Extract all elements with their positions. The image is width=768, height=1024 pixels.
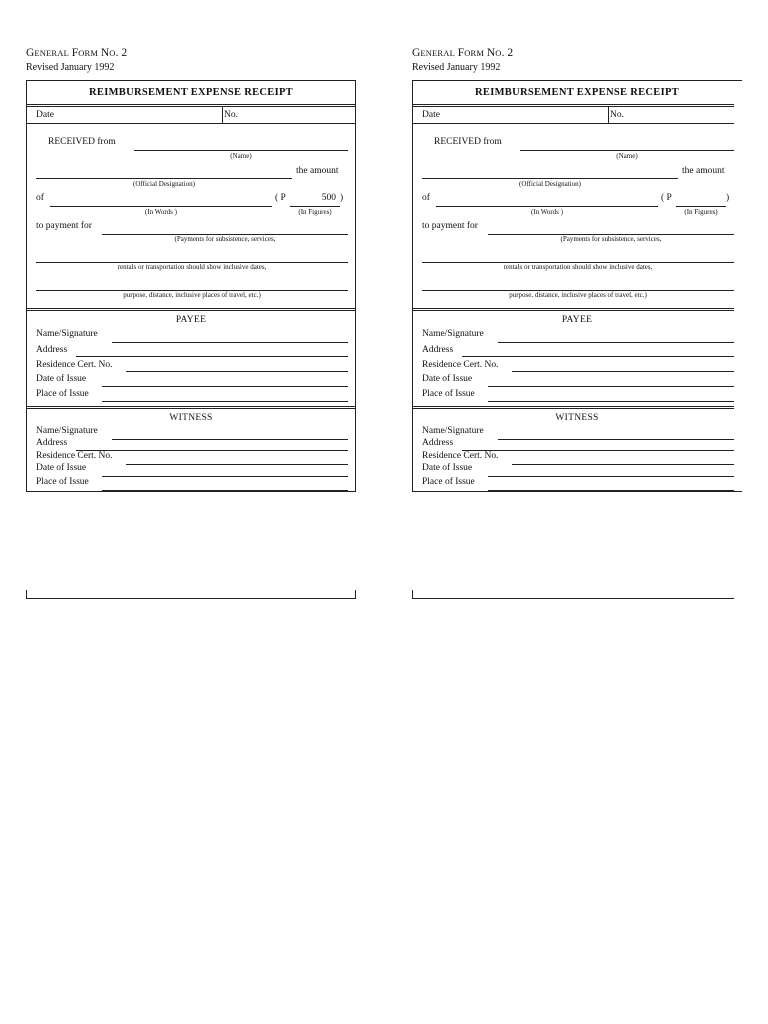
the-amount-label: the amount	[296, 166, 339, 176]
official-designation-caption: (Official Designation)	[133, 180, 195, 188]
payment-caption-1: (Payments for subsistence, services,	[174, 235, 276, 243]
amount-figure: 500	[321, 193, 336, 203]
payee-date-of-issue-line[interactable]	[102, 386, 348, 387]
witness-name-signature-line[interactable]	[112, 439, 348, 440]
date-label: Date	[422, 110, 440, 120]
bottom-bracket-line	[26, 598, 356, 599]
no-label: No.	[224, 110, 238, 120]
witness-place-of-issue-line[interactable]	[488, 490, 734, 491]
form-number-header: GENERAL FORM NO. 2	[26, 47, 128, 59]
receipt-form-right	[412, 0, 752, 620]
name-caption: (Name)	[230, 152, 252, 160]
witness-date-of-issue-label: Date of Issue	[422, 463, 473, 473]
name-line[interactable]	[520, 150, 734, 151]
amount-in-words-line[interactable]	[50, 206, 272, 207]
received-from-label: RECEIVED from	[434, 137, 502, 147]
payee-address-label: Address	[36, 345, 68, 355]
payee-residence-cert-line[interactable]	[126, 371, 348, 372]
payment-caption-3: purpose, distance, inclusive places of travel, etc.)	[509, 291, 647, 299]
bottom-bracket-line	[412, 598, 734, 599]
payment-caption-2: rentals or transportation should show inclusive dates,	[117, 263, 267, 271]
official-designation-caption: (Official Designation)	[519, 180, 581, 188]
witness-residence-cert-label: Residence Cert. No.	[422, 451, 499, 461]
in-words-caption: (In Words )	[531, 208, 563, 216]
witness-residence-cert-line[interactable]	[512, 464, 734, 465]
in-figures-caption: (In Figures)	[298, 208, 332, 216]
payee-heading: PAYEE	[175, 315, 207, 325]
witness-address-label: Address	[422, 438, 454, 448]
divider	[26, 406, 356, 409]
payee-residence-cert-line[interactable]	[512, 371, 734, 372]
divider	[26, 123, 356, 124]
divider	[412, 406, 734, 409]
payee-name-signature-label: Name/Signature	[422, 329, 484, 339]
divider	[412, 308, 734, 311]
payee-address-label: Address	[422, 345, 454, 355]
payee-name-signature-line[interactable]	[112, 342, 348, 343]
divider	[26, 308, 356, 311]
payment-caption-3: purpose, distance, inclusive places of travel, etc.)	[123, 291, 261, 299]
payee-date-of-issue-line[interactable]	[488, 386, 734, 387]
name-line[interactable]	[134, 150, 348, 151]
witness-date-of-issue-line[interactable]	[488, 476, 734, 477]
witness-residence-cert-label: Residence Cert. No.	[36, 451, 113, 461]
official-designation-line[interactable]	[36, 178, 292, 179]
payee-place-of-issue-label: Place of Issue	[422, 389, 475, 399]
divider	[608, 107, 609, 123]
in-figures-caption: (In Figures)	[684, 208, 718, 216]
amount-in-figures-line[interactable]	[290, 206, 340, 207]
of-label: of	[36, 193, 44, 203]
payee-name-signature-label: Name/Signature	[36, 329, 98, 339]
payment-caption-1: (Payments for subsistence, services,	[560, 235, 662, 243]
of-label: of	[422, 193, 430, 203]
to-payment-for-label: to payment for	[36, 221, 92, 231]
receipt-title: REIMBURSEMENT EXPENSE RECEIPT	[89, 87, 293, 98]
payee-residence-cert-label: Residence Cert. No.	[36, 360, 113, 370]
received-from-label: RECEIVED from	[48, 137, 116, 147]
no-label: No.	[610, 110, 624, 120]
name-caption: (Name)	[616, 152, 638, 160]
amount-in-words-line[interactable]	[436, 206, 658, 207]
witness-address-label: Address	[36, 438, 68, 448]
divider	[412, 123, 734, 124]
revised-date: Revised January 1992	[26, 62, 115, 73]
payee-address-line[interactable]	[76, 356, 348, 357]
payee-name-signature-line[interactable]	[498, 342, 734, 343]
in-words-caption: (In Words )	[145, 208, 177, 216]
form-number-header: GENERAL FORM NO. 2	[412, 47, 514, 59]
witness-residence-cert-line[interactable]	[126, 464, 348, 465]
revised-date: Revised January 1992	[412, 62, 501, 73]
payee-place-of-issue-line[interactable]	[102, 401, 348, 402]
witness-address-line[interactable]	[76, 450, 348, 451]
witness-name-signature-label: Name/Signature	[422, 426, 484, 436]
payee-date-of-issue-label: Date of Issue	[422, 374, 473, 384]
payee-residence-cert-label: Residence Cert. No.	[422, 360, 499, 370]
bottom-bracket-right	[355, 590, 356, 599]
payment-caption-2: rentals or transportation should show inclusive dates,	[503, 263, 653, 271]
witness-heading: WITNESS	[169, 413, 213, 423]
to-payment-for-label: to payment for	[422, 221, 478, 231]
the-amount-label: the amount	[682, 166, 725, 176]
witness-name-signature-label: Name/Signature	[36, 426, 98, 436]
divider	[222, 107, 223, 123]
official-designation-line[interactable]	[422, 178, 678, 179]
amount-in-figures-line[interactable]	[676, 206, 726, 207]
witness-place-of-issue-label: Place of Issue	[422, 477, 475, 487]
receipt-title: REIMBURSEMENT EXPENSE RECEIPT	[475, 87, 679, 98]
payee-address-line[interactable]	[462, 356, 734, 357]
payee-date-of-issue-label: Date of Issue	[36, 374, 87, 384]
payee-place-of-issue-label: Place of Issue	[36, 389, 89, 399]
close-paren: )	[340, 193, 344, 203]
close-paren: )	[726, 193, 730, 203]
peso-open-paren: ( P	[275, 193, 286, 203]
divider	[26, 104, 356, 107]
witness-place-of-issue-line[interactable]	[102, 490, 348, 491]
receipt-form-left	[26, 0, 366, 620]
payee-place-of-issue-line[interactable]	[488, 401, 734, 402]
witness-name-signature-line[interactable]	[498, 439, 734, 440]
date-label: Date	[36, 110, 54, 120]
witness-date-of-issue-line[interactable]	[102, 476, 348, 477]
witness-date-of-issue-label: Date of Issue	[36, 463, 87, 473]
payee-heading: PAYEE	[561, 315, 593, 325]
witness-place-of-issue-label: Place of Issue	[36, 477, 89, 487]
peso-open-paren: ( P	[661, 193, 672, 203]
divider	[412, 104, 734, 107]
witness-address-line[interactable]	[462, 450, 734, 451]
witness-heading: WITNESS	[555, 413, 599, 423]
